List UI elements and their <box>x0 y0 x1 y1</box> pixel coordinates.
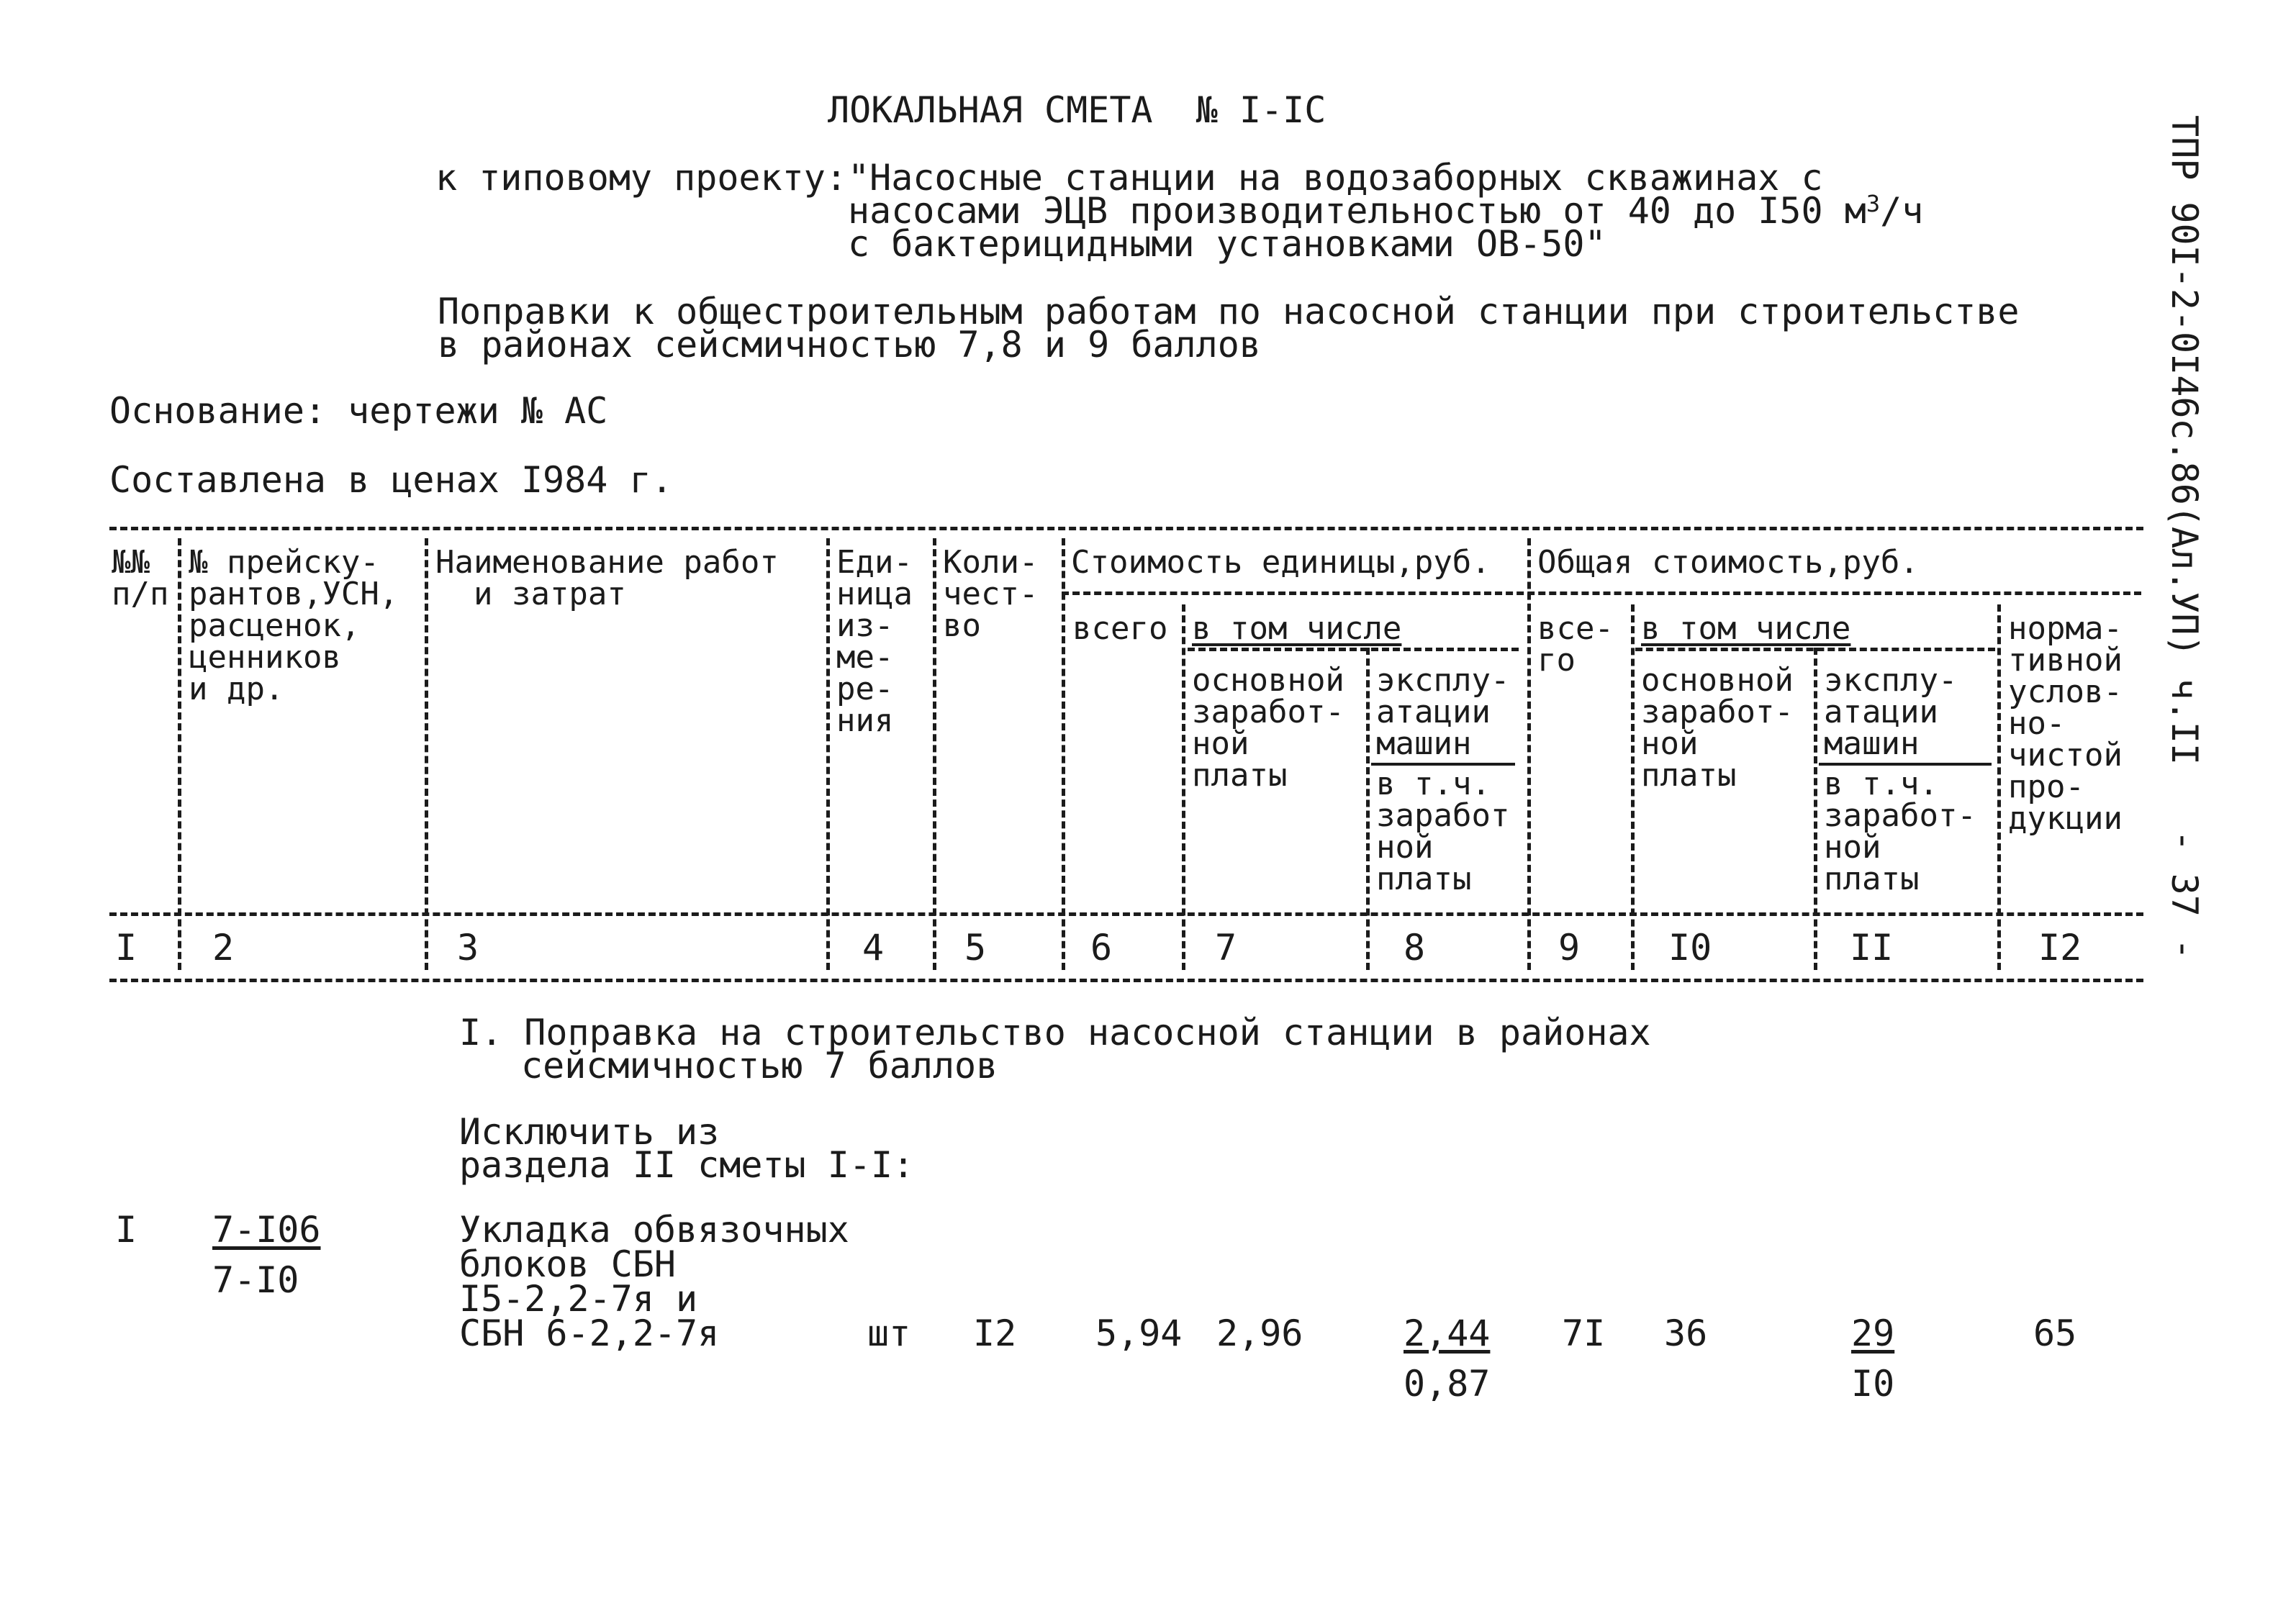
col-number-1: I <box>115 927 137 969</box>
exclude-line-1: Исключить из <box>459 1111 720 1153</box>
hdr-col8-l4: в т.ч. <box>1376 766 1491 802</box>
col-number-5: 5 <box>964 927 987 969</box>
hdr-col2-l3: расценок, <box>189 607 361 644</box>
hdr-col8-l1: эксплу- <box>1376 662 1510 699</box>
hdr-col7-l1: основной <box>1192 662 1344 699</box>
col-sep <box>1814 648 1817 970</box>
hdr-col10-group: в том числе <box>1641 610 1851 647</box>
hdr-col11-l5: заработ- <box>1824 797 1976 834</box>
hdr-col7-l4: платы <box>1192 757 1288 794</box>
hdr-col10-l2: заработ- <box>1641 694 1794 730</box>
col-number-12: I2 <box>2038 927 2082 969</box>
hdr-col12-l7: дукции <box>2008 800 2123 837</box>
project-line-1: "Насосные станции на водозаборных скважинах с <box>848 157 1823 199</box>
hdr-col8-l2: атации <box>1376 694 1491 730</box>
col-sep <box>1631 604 1635 970</box>
hdr-col2-l1: № прейску- <box>189 544 379 581</box>
hdr-col4-l6: ния <box>836 702 894 739</box>
col-number-7: 7 <box>1215 927 1237 969</box>
col-number-2: 2 <box>212 927 235 969</box>
hdr-col10-l4: платы <box>1641 757 1737 794</box>
hdr-col11-l4: в т.ч. <box>1824 766 1938 802</box>
col-number-9: 9 <box>1558 927 1581 969</box>
row-code-bottom: 7-I0 <box>212 1259 299 1301</box>
hdr-col1-l1: №№ <box>112 544 150 581</box>
header-bottom-rule <box>109 912 2143 916</box>
hdr-col12-l3: услов- <box>2008 674 2123 710</box>
hdr-col7-l3: ной <box>1192 725 1249 762</box>
hdr-col5-l2: чест- <box>943 576 1039 612</box>
col-number-11: II <box>1850 927 1894 969</box>
prices-line: Составлена в ценах I984 г. <box>109 459 673 501</box>
col-number-6: 6 <box>1090 927 1113 969</box>
col-sep <box>1997 604 2001 970</box>
hdr-col2-l4: ценников <box>189 639 341 676</box>
row-qty: I2 <box>973 1312 1017 1354</box>
hdr-col6: всего <box>1072 610 1168 647</box>
hdr-col11-l6: ной <box>1824 829 1881 866</box>
hdr-col3-l2: и затрат <box>435 576 626 612</box>
hdr-unit-cost-group: Стоимость единицы,руб. <box>1071 544 1491 581</box>
cubic-superscript: 3 <box>1866 190 1881 217</box>
col-number-4: 4 <box>862 927 885 969</box>
hdr-col12-l6: про- <box>2008 769 2084 805</box>
project-line-2-unit: /ч <box>1880 190 1924 232</box>
row-total-machine: 29 <box>1851 1312 1895 1354</box>
row-total-machine-wage: I0 <box>1851 1363 1895 1405</box>
row-name-l3: I5-2,2-7я и <box>459 1278 698 1320</box>
exclude-line-2: раздела II сметы I-I: <box>459 1144 915 1186</box>
hdr-col11-l3: машин <box>1824 725 1920 762</box>
numbers-bottom-rule <box>109 979 2143 982</box>
row-total-wage: 36 <box>1664 1312 1708 1354</box>
row-net-output: 65 <box>2033 1312 2077 1354</box>
row-unit-wage: 2,96 <box>1216 1312 1303 1354</box>
hdr-col11-l2: атации <box>1824 694 1938 730</box>
hdr-col9-l2: го <box>1537 642 1576 679</box>
hdr-col1-l2: п/п <box>112 576 169 612</box>
hdr-col7-group: в том числе <box>1192 610 1402 647</box>
row-total: 7I <box>1562 1312 1606 1354</box>
hdr-col4-l2: ница <box>836 576 913 612</box>
project-line-3: с бактерицидными установками ОВ-50" <box>848 223 1606 265</box>
hdr-col8-l3: машин <box>1376 725 1472 762</box>
hdr-col8-l5: заработ <box>1376 797 1510 834</box>
col-number-10: I0 <box>1668 927 1712 969</box>
row-unit-machine: 2,44 <box>1404 1312 1491 1354</box>
hdr-col10-l3: ной <box>1641 725 1699 762</box>
row-name-l4: СБН 6-2,2-7я <box>459 1312 720 1354</box>
hdr-col9-l1: все- <box>1537 610 1614 647</box>
hdr-col12-l2: тивной <box>2008 642 2123 679</box>
row-num: I <box>115 1209 137 1251</box>
hdr-col11-l1: эксплу- <box>1824 662 1958 699</box>
col-sep <box>933 538 936 970</box>
hdr-col12-l5: чистой <box>2008 737 2123 774</box>
project-prefix: к типовому проекту: <box>435 157 847 199</box>
side-stamp: ТПР 90I-2-0I46с.86(Ал.УП) ч.II - 37 - <box>2164 115 2205 960</box>
hdr-col4-l3: из- <box>836 607 894 644</box>
col-sep <box>178 538 181 970</box>
hdr-col4-l5: ре- <box>836 671 894 707</box>
hdr-col5-l1: Коли- <box>943 544 1039 581</box>
document-title: ЛОКАЛЬНАЯ СМЕТА № I-IC <box>828 89 1326 131</box>
hdr-col2-l2: рантов,УСН, <box>189 576 399 612</box>
hdr-col5-l3: во <box>943 607 981 644</box>
hdr-total-cost-group: Общая стоимость,руб. <box>1537 544 1919 581</box>
hdr-col4-l4: ме- <box>836 639 894 676</box>
row-unit: шт <box>867 1312 911 1354</box>
col-sep <box>425 538 428 970</box>
hdr-col8-l6: ной <box>1376 829 1434 866</box>
subject-line-1: Поправки к общестроительным работам по насосной станции при строительстве <box>438 291 2020 332</box>
hdr-col12-l4: но- <box>2008 705 2066 742</box>
col-sep <box>1062 538 1065 970</box>
hdr-col2-l5: и др. <box>189 671 284 707</box>
hdr-col12-l1: норма- <box>2008 610 2123 647</box>
hdr-col4-l1: Еди- <box>836 544 913 581</box>
hdr-col3-l1: Наименование работ <box>435 544 779 581</box>
row-name-l2: блоков СБН <box>459 1243 677 1285</box>
section-title-line-2: сейсмичностью 7 баллов <box>521 1045 998 1087</box>
total-subgroup-rule <box>1635 648 1995 651</box>
row-unit-total: 5,94 <box>1095 1312 1183 1354</box>
subject-line-2: в районах сейсмичностью 7,8 и 9 баллов <box>438 324 1261 366</box>
hdr-col8-l7: платы <box>1376 861 1472 897</box>
col-number-3: 3 <box>457 927 479 969</box>
row-unit-machine-wage: 0,87 <box>1404 1363 1491 1405</box>
col-sep <box>1182 604 1185 970</box>
project-line-2-text: насосами ЭЦВ производительностью от 40 до I50 м <box>848 190 1866 232</box>
table-top-rule <box>109 527 2143 530</box>
row-name-l1: Укладка обвязочных <box>459 1209 849 1251</box>
col-sep <box>1527 538 1531 970</box>
hdr-col11-l7: платы <box>1824 861 1920 897</box>
hdr-col10-l1: основной <box>1641 662 1794 699</box>
unit-subgroup-rule <box>1188 648 1519 651</box>
cost-group-rule <box>1062 591 2141 595</box>
section-title-line-1: I. Поправка на строительство насосной станции в районах <box>459 1012 1651 1053</box>
basis-line: Основание: чертежи № АС <box>109 390 608 432</box>
col-sep <box>1366 648 1370 970</box>
col-sep <box>826 538 830 970</box>
hdr-col7-l2: заработ- <box>1192 694 1344 730</box>
row-code-top: 7-I06 <box>212 1209 321 1251</box>
col-number-8: 8 <box>1404 927 1426 969</box>
